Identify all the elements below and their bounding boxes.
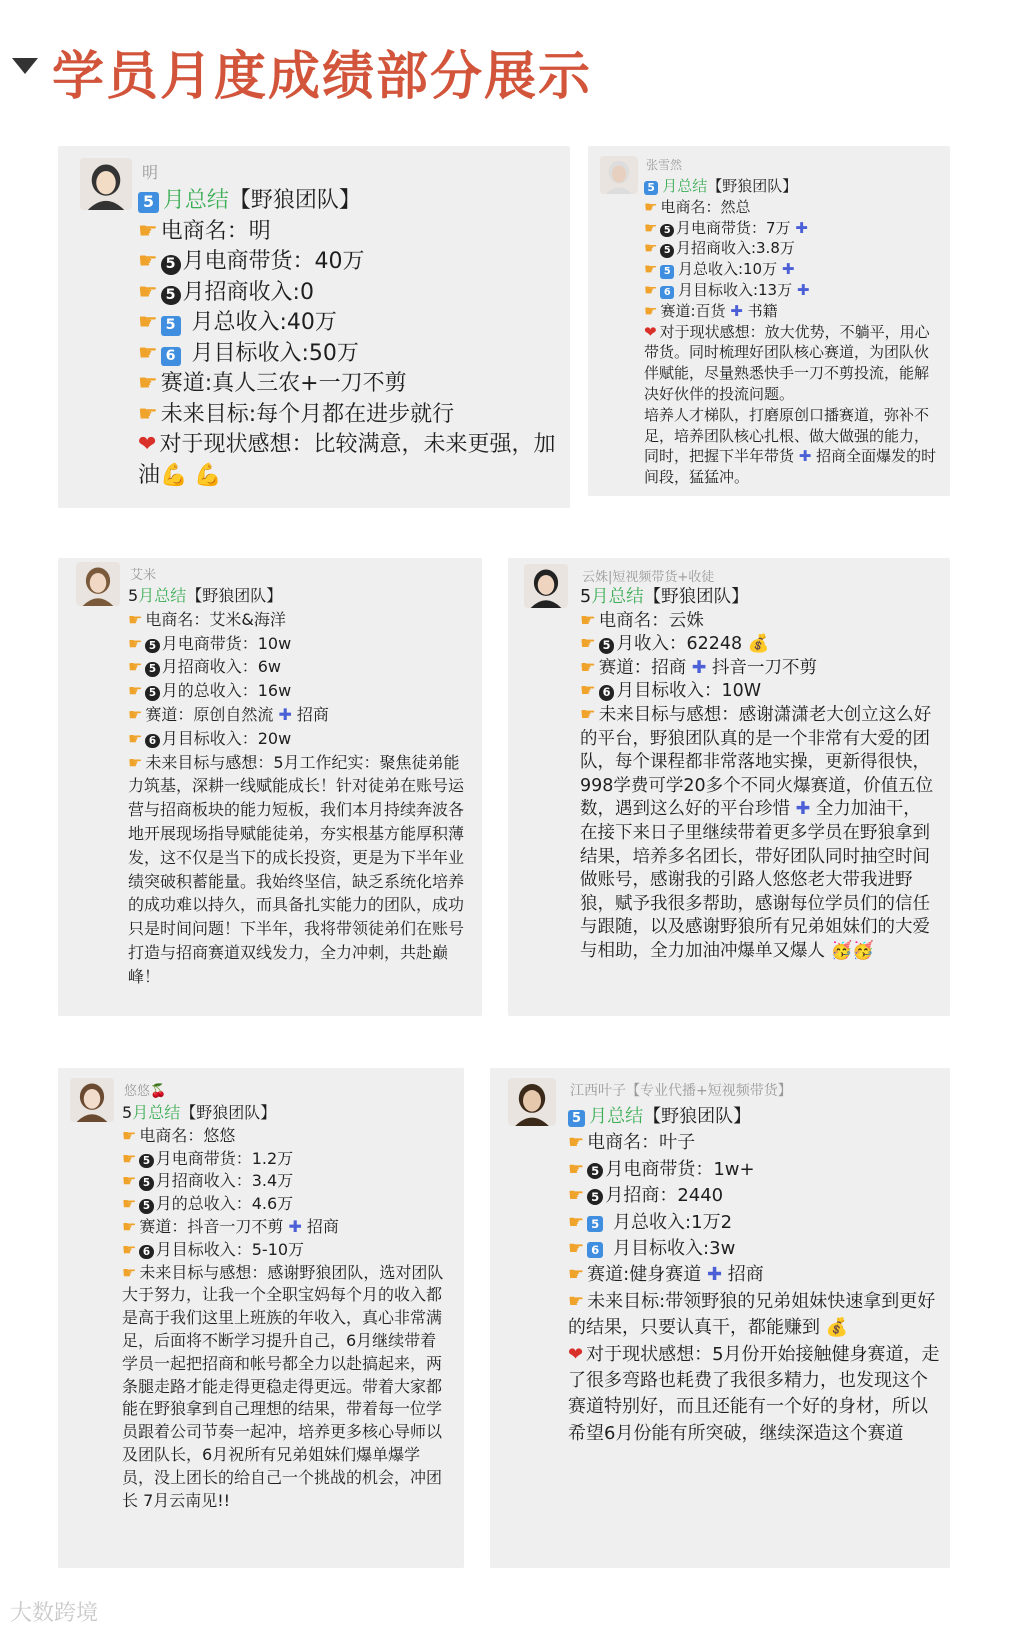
line-text: 月的总收入：16w bbox=[161, 681, 292, 701]
line-text: 月目标收入：10W bbox=[616, 681, 762, 702]
line-text: 电商名：艾米&海洋 bbox=[145, 609, 286, 629]
pointing-hand-icon: ☛ bbox=[580, 634, 596, 655]
number-badge: 5 bbox=[145, 686, 159, 700]
watermark: 大数跨境 bbox=[10, 1601, 99, 1626]
summary-line bbox=[580, 680, 936, 704]
summary-line bbox=[644, 322, 939, 405]
summary-line bbox=[122, 1170, 452, 1193]
summary-line bbox=[138, 308, 558, 339]
pointing-hand-icon: ☛ bbox=[122, 1171, 137, 1191]
team-label: 【野狼团队】 bbox=[180, 1103, 277, 1122]
summary-line bbox=[568, 1236, 940, 1262]
heart-icon: ❤ bbox=[568, 1343, 584, 1365]
summary-line bbox=[138, 369, 558, 400]
summary-label: 月总结 bbox=[138, 586, 187, 605]
number-badge: 6 bbox=[660, 286, 674, 300]
line-text: 月电商带货：1.2万 bbox=[155, 1148, 294, 1168]
summary-line bbox=[138, 217, 558, 248]
summary-line bbox=[122, 1262, 452, 1513]
heart-icon: ❤ bbox=[644, 322, 657, 341]
summary-line bbox=[122, 1216, 452, 1239]
number-badge: 6 bbox=[587, 1242, 603, 1258]
number-badge: 5 bbox=[139, 1176, 153, 1190]
number-badge: 5 bbox=[139, 1154, 153, 1168]
summary-line bbox=[128, 703, 468, 727]
line-text: 电商名：然总 bbox=[660, 197, 751, 216]
pointing-hand-icon: ☛ bbox=[580, 704, 596, 725]
summary-line bbox=[568, 1289, 940, 1342]
month-badge: 5 bbox=[644, 181, 658, 195]
number-badge: 5 bbox=[145, 639, 159, 653]
line-text: 电商名：悠悠 bbox=[139, 1125, 236, 1145]
line-text: 对于现状感想：比较满意，未来更强，加油💪 💪 bbox=[138, 432, 556, 488]
line-text: 月招商收入：3.4万 bbox=[155, 1171, 294, 1191]
pointing-hand-icon: ☛ bbox=[138, 279, 158, 305]
line-text: 未来目标与感想：感谢潇潇老大创立这么好的平台，野狼团队真的是一个非常有大爱的团队，每个课程都非常落地实操，更新得很快，998学费可学20多个不同火爆赛道，价值五位数，遇到这么好的平台珍惜 ✚ 全力加油干，在接下来日子里继续带着更多学员在野狼拿到结果，培养多名团长，带好团队同时抽空时间做账号，感谢我的引路人悠悠老大带我进野狼，赋予我很多帮助，感谢每位学员们的信任与跟随，以及感谢野狼所有兄弟姐妹们的大爱与相助，全力加油冲爆单又爆人 🥳🥳 bbox=[580, 704, 934, 961]
summary-card bbox=[490, 1068, 950, 1568]
line-text: 月的总收入：4.6万 bbox=[155, 1194, 294, 1214]
collapse-caret-icon[interactable] bbox=[12, 58, 38, 74]
line-text: 月招商：2440 bbox=[605, 1185, 724, 1207]
summary-label: 月总结 bbox=[591, 587, 644, 607]
pointing-hand-icon: ☛ bbox=[568, 1290, 585, 1312]
message-body bbox=[128, 584, 468, 989]
summary-line bbox=[122, 1193, 452, 1216]
plus-icon: ✚ bbox=[795, 799, 811, 820]
line-text: 月目标收入:50万 bbox=[184, 340, 359, 366]
team-label: 【野狼团队】 bbox=[707, 177, 798, 195]
avatar[interactable] bbox=[508, 1078, 556, 1126]
line-text: 赛道：抖音一刀不剪 ✚ 招商 bbox=[139, 1216, 339, 1236]
avatar[interactable] bbox=[524, 564, 568, 608]
month-number: 5 bbox=[122, 1103, 133, 1122]
pointing-hand-icon: ☛ bbox=[128, 752, 143, 772]
avatar[interactable] bbox=[600, 156, 638, 194]
pointing-hand-icon: ☛ bbox=[580, 681, 596, 702]
summary-line bbox=[568, 1157, 940, 1183]
summary-line bbox=[122, 1125, 452, 1148]
pointing-hand-icon: ☛ bbox=[568, 1211, 585, 1233]
summary-header bbox=[580, 586, 936, 610]
line-text: 电商名：叶子 bbox=[587, 1132, 696, 1154]
summary-header bbox=[122, 1102, 452, 1125]
number-badge: 5 bbox=[599, 638, 615, 654]
pointing-hand-icon: ☛ bbox=[568, 1238, 585, 1260]
summary-line bbox=[122, 1239, 452, 1262]
summary-line bbox=[580, 657, 936, 681]
summary-card bbox=[588, 146, 950, 496]
summary-header bbox=[568, 1104, 940, 1130]
summary-line bbox=[128, 655, 468, 679]
summary-line bbox=[138, 430, 558, 491]
pointing-hand-icon: ☛ bbox=[138, 401, 158, 427]
summary-line bbox=[128, 608, 468, 632]
number-badge: 6 bbox=[599, 685, 615, 701]
line-text: 月收入：62248 💰 bbox=[616, 634, 770, 655]
summary-line bbox=[138, 339, 558, 370]
line-text: 月电商带货：1w+ bbox=[605, 1158, 755, 1180]
line-text: 月总收入:1万2 bbox=[607, 1211, 733, 1233]
line-text: 未来目标:带领野狼的兄弟姐妹快速拿到更好的结果，只要认真干，都能赚到 💰 bbox=[568, 1290, 936, 1339]
month-number: 5 bbox=[128, 586, 139, 605]
plus-icon: ✚ bbox=[706, 1264, 723, 1286]
number-badge: 5 bbox=[139, 1199, 153, 1213]
pointing-hand-icon: ☛ bbox=[580, 610, 596, 631]
number-badge: 6 bbox=[161, 347, 181, 367]
line-text: 月目标收入：5-10万 bbox=[155, 1239, 305, 1259]
summary-line bbox=[644, 405, 939, 488]
summary-line bbox=[568, 1183, 940, 1209]
pointing-hand-icon: ☛ bbox=[128, 728, 143, 748]
line-text: 电商名：云姝 bbox=[598, 610, 704, 631]
line-text: 月电商带货：7万 ✚ bbox=[675, 218, 808, 237]
message-body bbox=[138, 186, 558, 491]
summary-header bbox=[138, 186, 558, 217]
line-text: 月招商收入:3.8万 bbox=[675, 239, 795, 258]
number-badge: 5 bbox=[587, 1189, 603, 1205]
summary-line bbox=[138, 247, 558, 278]
user-name: 悠悠🍒 bbox=[124, 1084, 167, 1099]
pointing-hand-icon: ☛ bbox=[122, 1125, 137, 1145]
line-text: 月电商带货：40万 bbox=[182, 249, 365, 274]
user-name: 艾米 bbox=[130, 568, 157, 583]
pointing-hand-icon: ☛ bbox=[138, 371, 158, 396]
user-name: 江西叶子【专业代播+短视频带货】 bbox=[570, 1083, 792, 1099]
plus-icon: ✚ bbox=[781, 260, 795, 279]
plus-icon: ✚ bbox=[278, 704, 292, 724]
line-text: 对于现状感想：放大优势，不躺平，用心带货。同时梳理好团队核心赛道，为团队伙伴赋能，尽量熟悉快手一刀不剪投流，能解决好伙伴的投流问题。 bbox=[644, 322, 930, 403]
user-name: 张雪然 bbox=[646, 158, 683, 172]
number-badge: 5 bbox=[587, 1163, 603, 1179]
team-label: 【野狼团队】 bbox=[228, 188, 361, 213]
line-text: 月目标收入:13万 ✚ bbox=[677, 280, 810, 299]
pointing-hand-icon: ☛ bbox=[122, 1148, 137, 1168]
month-badge: 5 bbox=[568, 1110, 585, 1127]
summary-line bbox=[568, 1262, 940, 1288]
number-badge: 5 bbox=[660, 224, 674, 238]
plus-icon: ✚ bbox=[796, 280, 810, 299]
line-text: 赛道：招商 ✚ 抖音一刀不剪 bbox=[598, 657, 817, 678]
avatar[interactable] bbox=[80, 158, 132, 210]
month-badge: 5 bbox=[138, 192, 159, 213]
plus-icon: ✚ bbox=[798, 447, 812, 466]
summary-line bbox=[644, 280, 939, 301]
page-header bbox=[0, 0, 1024, 140]
pointing-hand-icon: ☛ bbox=[568, 1185, 585, 1207]
message-body bbox=[644, 176, 939, 488]
line-text: 对于现状感想：5月份开始接触健身赛道，走了很多弯路也耗费了我很多精力，也发现这个赛道特别好，而且还能有一个好的身材，所以希望6月份能有所突破，继续深造这个赛道 bbox=[568, 1343, 940, 1444]
line-text: 月招商收入：6w bbox=[161, 657, 282, 677]
summary-line bbox=[644, 301, 939, 322]
summary-line bbox=[644, 238, 939, 259]
message-body bbox=[568, 1104, 940, 1447]
number-badge: 5 bbox=[161, 316, 181, 336]
line-text: 月目标收入:3w bbox=[607, 1238, 736, 1260]
line-text: 月招商收入:0 bbox=[182, 279, 314, 305]
number-badge: 6 bbox=[139, 1245, 153, 1259]
number-badge: 5 bbox=[660, 244, 674, 258]
summary-line bbox=[122, 1148, 452, 1171]
line-text: 未来目标:每个月都在进步就行 bbox=[160, 401, 455, 427]
summary-card bbox=[58, 146, 570, 508]
summary-line bbox=[128, 751, 468, 989]
summary-line bbox=[128, 727, 468, 751]
summary-card bbox=[508, 558, 950, 1016]
summary-label: 月总结 bbox=[589, 1106, 644, 1127]
pointing-hand-icon: ☛ bbox=[122, 1216, 137, 1236]
summary-label: 月总结 bbox=[132, 1103, 181, 1122]
heart-icon: ❤ bbox=[138, 432, 157, 457]
summary-line bbox=[138, 400, 558, 431]
pointing-hand-icon: ☛ bbox=[122, 1194, 137, 1214]
summary-line bbox=[568, 1342, 940, 1448]
summary-line bbox=[568, 1210, 940, 1236]
summary-line bbox=[580, 704, 936, 964]
summary-line bbox=[644, 218, 939, 239]
line-text: 未来目标与感想：感谢野狼团队，选对团队大于努力，让我一个全职宝妈每个月的收入都是高于我们这里上班族的年收入，真心非常满足，后面将不断学习提升自己，6月继续带着学员一起把招商和帐号都全力以赴搞起来，两条腿走路才能走得更稳走得更远。带着大家都能在野狼拿到自己理想的结果，带着每一位学员跟着公司节奏一起冲，培养更多核心导师以及团队长，6月祝所有兄弟姐妹们爆单爆学员，没上团长的给自己一个挑战的机会，冲团长 7月云南见!! bbox=[122, 1262, 444, 1510]
pointing-hand-icon: ☛ bbox=[128, 657, 143, 677]
page-title: 学员月度成绩部分展示 bbox=[52, 47, 593, 107]
summary-line bbox=[580, 610, 936, 634]
pointing-hand-icon: ☛ bbox=[128, 681, 143, 701]
message-body bbox=[122, 1102, 452, 1512]
summary-header bbox=[644, 176, 939, 197]
line-text: 电商名：明 bbox=[160, 218, 271, 244]
line-text: 月总收入:40万 bbox=[184, 310, 337, 335]
plus-icon: ✚ bbox=[288, 1216, 302, 1236]
number-badge: 5 bbox=[161, 255, 181, 275]
summary-card bbox=[58, 1068, 464, 1568]
summary-line bbox=[644, 197, 939, 218]
pointing-hand-icon: ☛ bbox=[568, 1132, 585, 1154]
avatar[interactable] bbox=[76, 562, 120, 606]
summary-line bbox=[128, 632, 468, 656]
plus-icon: ✚ bbox=[691, 657, 707, 678]
line-text: 未来目标与感想：5月工作纪实：聚焦徒弟能力筑基，深耕一线赋能成长！针对徒弟在账号运营与招商板块的能力短板，我们本月持续奔波各地开展现场指导赋能徒弟，夯实根基方能厚积薄发，这不仅是当下的成长投资，更是为下半年业绩突破积蓄能量。我始终坚信，缺乏系统化培养的成功难以持久，而具备扎实能力的团队，成功只是时间问题！下半年，我将带领徒弟们在账号打造与招商赛道双线发力，全力冲刺，共赴巅峰！ bbox=[128, 752, 465, 986]
number-badge: 5 bbox=[587, 1216, 603, 1232]
pointing-hand-icon: ☛ bbox=[644, 260, 658, 279]
month-number: 5 bbox=[580, 587, 592, 607]
summary-line bbox=[580, 633, 936, 657]
user-name: 明 bbox=[142, 163, 159, 182]
pointing-hand-icon: ☛ bbox=[644, 197, 658, 216]
pointing-hand-icon: ☛ bbox=[644, 239, 658, 258]
line-text: 赛道:真人三农+一刀不剪 bbox=[160, 371, 407, 396]
summary-line bbox=[568, 1130, 940, 1156]
team-label: 【野狼团队】 bbox=[186, 586, 283, 605]
pointing-hand-icon: ☛ bbox=[644, 301, 658, 320]
pointing-hand-icon: ☛ bbox=[138, 340, 158, 366]
avatar[interactable] bbox=[70, 1078, 114, 1122]
pointing-hand-icon: ☛ bbox=[644, 280, 658, 299]
line-text: 月电商带货：10w bbox=[161, 633, 292, 653]
pointing-hand-icon: ☛ bbox=[128, 704, 143, 724]
number-badge: 5 bbox=[145, 662, 159, 676]
line-text: 赛道:健身赛道 ✚ 招商 bbox=[587, 1264, 764, 1286]
line-text: 赛道：原创自然流 ✚ 招商 bbox=[145, 704, 329, 724]
summary-label: 月总结 bbox=[662, 177, 708, 195]
pointing-hand-icon: ☛ bbox=[138, 310, 158, 335]
summary-line bbox=[644, 259, 939, 280]
pointing-hand-icon: ☛ bbox=[568, 1158, 585, 1180]
message-body bbox=[580, 586, 936, 964]
pointing-hand-icon: ☛ bbox=[138, 249, 158, 274]
number-badge: 5 bbox=[161, 286, 181, 306]
pointing-hand-icon: ☛ bbox=[122, 1262, 137, 1282]
line-text: 赛道:百货 ✚ 书籍 bbox=[660, 301, 778, 320]
number-badge: 5 bbox=[660, 265, 674, 279]
plus-icon: ✚ bbox=[730, 301, 743, 320]
pointing-hand-icon: ☛ bbox=[568, 1264, 585, 1286]
pointing-hand-icon: ☛ bbox=[138, 218, 158, 244]
pointing-hand-icon: ☛ bbox=[128, 633, 143, 653]
pointing-hand-icon: ☛ bbox=[128, 609, 143, 629]
team-label: 【野狼团队】 bbox=[643, 1106, 752, 1127]
user-name: 云姝|短视频带货+收徒 bbox=[582, 570, 715, 585]
summary-line bbox=[138, 278, 558, 309]
plus-icon: ✚ bbox=[795, 218, 808, 237]
number-badge: 6 bbox=[145, 734, 159, 748]
summary-line bbox=[128, 679, 468, 703]
summary-card bbox=[58, 558, 482, 1016]
summary-header bbox=[128, 584, 468, 608]
line-text: 培养人才梯队，打磨原创口播赛道，弥补不足，培养团队核心扎根、做大做强的能力，同时，把握下半年带货 ✚ 招商全面爆发的时间段，猛猛冲。 bbox=[644, 405, 937, 487]
line-text: 月总收入:10万 ✚ bbox=[677, 260, 795, 279]
team-label: 【野狼团队】 bbox=[643, 587, 749, 607]
pointing-hand-icon: ☛ bbox=[122, 1239, 137, 1259]
pointing-hand-icon: ☛ bbox=[580, 657, 596, 678]
summary-label: 月总结 bbox=[162, 188, 229, 213]
line-text: 月目标收入：20w bbox=[161, 728, 292, 748]
pointing-hand-icon: ☛ bbox=[644, 218, 658, 237]
